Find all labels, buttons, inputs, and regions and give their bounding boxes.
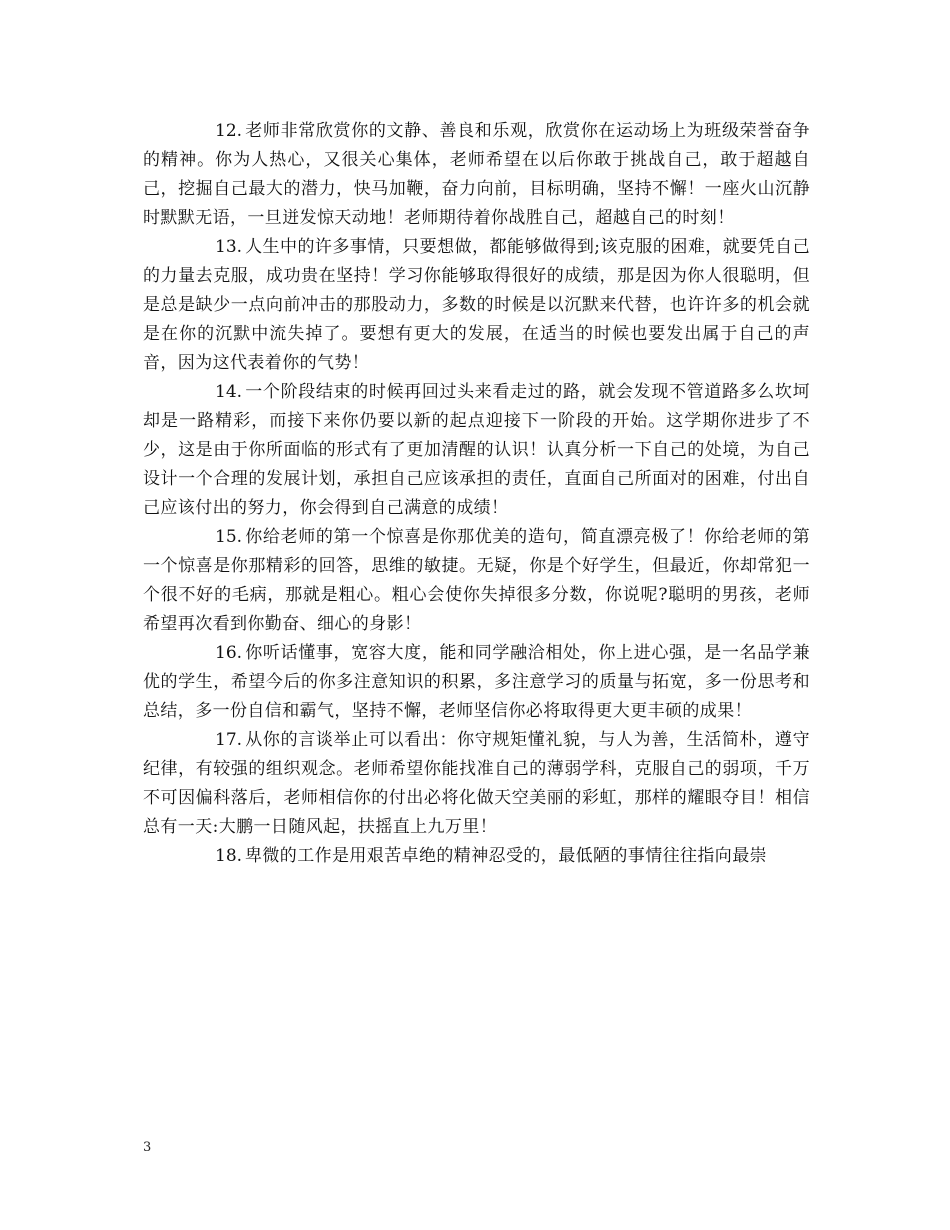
paragraph-number: 18. [215, 846, 243, 866]
paragraph-number: 16. [215, 643, 243, 663]
paragraph-number: 13. [215, 237, 243, 257]
paragraph-12 [143, 117, 810, 233]
paragraph-text: 从你的言谈举止可以看出：你守规矩懂礼貌，与人为善，生活简朴，遵守纪律，有较强的组织观念。老师希望你能找准自己的薄弱学科，克服自己的弱项，千万不可因偏科落后，老师相信你的付出必将化做天空美丽的彩虹，那样的耀眼夺目！相信总有一天:大鹏一日随风起，扶摇直上九万里！ [143, 730, 810, 837]
paragraph-number: 12. [215, 121, 243, 141]
paragraph-text: 老师非常欣赏你的文静、善良和乐观，欣赏你在运动场上为班级荣誉奋争的精神。你为人热心，又很关心集体，老师希望在以后你敢于挑战自己，敢于超越自己，挖掘自己最大的潜力，快马加鞭，奋力向前，目标明确，坚持不懈！一座火山沉静时默默无语，一旦迸发惊天动地！老师期待着你战胜自己，超越自己的时刻！ [143, 121, 810, 228]
paragraph-number: 17. [215, 730, 243, 750]
paragraph-text: 人生中的许多事情，只要想做，都能够做得到;该克服的困难，就要凭自己的力量去克服，成功贵在坚持！学习你能够取得很好的成绩，那是因为你人很聪明，但是总是缺少一点向前冲击的那股动力，多数的时候是以沉默来代替，也许许多的机会就是在你的沉默中流失掉了。要想有更大的发展，在适当的时候也要发出属于自己的声音，因为这代表着你的气势！ [143, 237, 810, 373]
page-number: 3 [143, 1140, 152, 1155]
paragraph-text: 一个阶段结束的时候再回过头来看走过的路，就会发现不管道路多么坎坷却是一路精彩，而接下来你仍要以新的起点迎接下一阶段的开始。这学期你进步了不少，这是由于你所面临的形式有了更加清醒的认识！认真分析一下自己的处境，为自己设计一个合理的发展计划，承担自己应该承担的责任，直面自己所面对的困难，付出自己应该付出的努力，你会得到自己满意的成绩！ [143, 382, 810, 518]
paragraph-text: 你给老师的第一个惊喜是你那优美的造句，简直漂亮极了！你给老师的第一个惊喜是你那精彩的回答，思维的敏捷。无疑，你是个好学生，但最近，你却常犯一个很不好的毛病，那就是粗心。粗心会使你失掉很多分数，你说呢?聪明的男孩，老师希望再次看到你勤奋、细心的身影！ [143, 527, 810, 634]
paragraph-number: 15. [215, 527, 243, 547]
paragraph-14 [143, 378, 810, 523]
paragraph-text: 卑微的工作是用艰苦卓绝的精神忍受的，最低陋的事情往往指向最崇 [245, 846, 767, 866]
paragraph-text: 你听话懂事，宽容大度，能和同学融洽相处，你上进心强，是一名品学兼优的学生，希望今后的你多注意知识的积累，多注意学习的质量与拓宽，多一份思考和总结，多一份自信和霸气，坚持不懈，老师坚信你必将取得更大更丰硕的成果！ [143, 643, 810, 721]
paragraph-17 [143, 726, 810, 842]
paragraph-18 [143, 842, 810, 871]
paragraph-number: 14. [215, 382, 243, 402]
document-body [143, 117, 810, 871]
paragraph-15 [143, 523, 810, 639]
paragraph-16 [143, 639, 810, 726]
paragraph-13 [143, 233, 810, 378]
